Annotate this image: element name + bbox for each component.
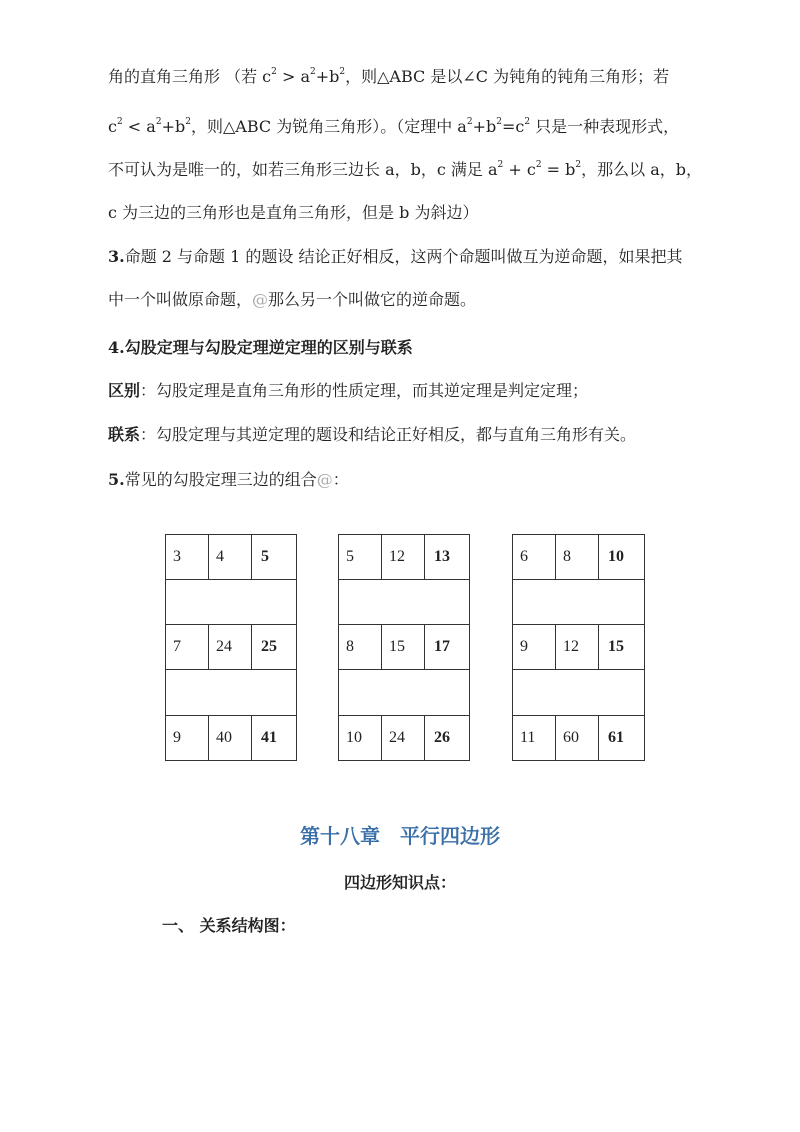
at-mark: @: [316, 470, 333, 489]
table-hline: [338, 669, 470, 670]
triple-hypotenuse: 10: [608, 548, 624, 565]
table-vline: [381, 715, 382, 761]
paragraph-line-4: c 为三边的三角形也是直角三角形，但是 b 为斜边）: [108, 203, 479, 222]
triple-hypotenuse: 15: [608, 638, 624, 655]
table-vline: [598, 715, 599, 761]
table-vline: [598, 624, 599, 670]
table-vline: [555, 715, 556, 761]
table-vline: [165, 534, 166, 761]
triple-leg: 7: [173, 638, 181, 655]
triple-leg: 12: [563, 638, 579, 655]
table-vline: [555, 624, 556, 670]
at-mark: @: [252, 290, 269, 309]
triple-hypotenuse: 26: [434, 729, 450, 746]
item4-title: 4.勾股定理与勾股定理逆定理的区别与联系: [108, 338, 413, 357]
table-vline: [512, 534, 513, 761]
triple-leg: 4: [216, 548, 224, 565]
table-hline: [338, 579, 470, 580]
triple-leg: 5: [346, 548, 354, 565]
triple-hypotenuse: 13: [434, 548, 450, 565]
table-vline: [424, 624, 425, 670]
subsection-title: 一、 关系结构图：: [162, 916, 296, 935]
table-hline: [512, 715, 645, 716]
triple-leg: 8: [563, 548, 571, 565]
table-vline: [251, 715, 252, 761]
table-vline: [598, 534, 599, 580]
item3-line-2: 中一个叫做原命题，@那么另一个叫做它的逆命题。: [108, 290, 477, 309]
item4-difference: 区别：勾股定理是直角三角形的性质定理，而其逆定理是判定定理；: [108, 381, 589, 400]
table-vline: [424, 534, 425, 580]
table-vline: [208, 534, 209, 580]
triple-hypotenuse: 25: [261, 638, 277, 655]
triple-leg: 12: [389, 548, 405, 565]
table-hline: [165, 760, 297, 761]
table-vline: [381, 624, 382, 670]
triple-leg: 24: [389, 729, 405, 746]
triple-leg: 40: [216, 729, 232, 746]
triple-leg: 3: [173, 548, 181, 565]
table-hline: [512, 579, 645, 580]
section-title: 四边形知识点：: [343, 873, 456, 892]
table-hline: [338, 715, 470, 716]
table-hline: [165, 669, 297, 670]
table-hline: [165, 624, 297, 625]
triple-leg: 60: [563, 729, 579, 746]
table-vline: [251, 534, 252, 580]
item4-connection: 联系：勾股定理与其逆定理的题设和结论正好相反，都与直角三角形有关。: [108, 425, 637, 444]
table-hline: [512, 669, 645, 670]
table-hline: [165, 579, 297, 580]
triple-hypotenuse: 5: [261, 548, 269, 565]
table-vline: [296, 534, 297, 761]
table-vline: [338, 534, 339, 761]
triple-leg: 11: [520, 729, 536, 746]
triple-leg: 15: [389, 638, 405, 655]
triple-hypotenuse: 17: [434, 638, 450, 655]
paragraph-line-2: $c^2 < a^2+b^2$，则△ABC 为锐角三角形）。（定理中 $a^2+b^2=c^2$ 只是一种表现形式，: [108, 117, 680, 136]
table-hline: [338, 624, 470, 625]
table-hline: [165, 534, 297, 535]
item3-line-1: 3.命题 2 与命题 1 的题设 结论正好相反，这两个命题叫做互为逆命题，如果把其: [108, 247, 683, 266]
paragraph-line-1: 角的直角三角形 （若 $c^2 > a^2+b^2$，则△ABC 是以∠C 为钝角的钝角三角形；若: [108, 67, 670, 86]
table-vline: [555, 534, 556, 580]
triple-hypotenuse: 41: [261, 729, 277, 746]
triple-leg: 8: [346, 638, 354, 655]
table-vline: [424, 715, 425, 761]
table-hline: [512, 760, 645, 761]
table-vline: [208, 715, 209, 761]
table-hline: [338, 760, 470, 761]
triple-leg: 9: [520, 638, 528, 655]
item5-title: 5.常见的勾股定理三边的组合@：: [108, 470, 349, 489]
table-hline: [338, 534, 470, 535]
table-hline: [512, 534, 645, 535]
chapter-title: 第十八章 平行四边形: [300, 824, 500, 848]
table-hline: [512, 624, 645, 625]
triple-leg: 24: [216, 638, 232, 655]
triple-leg: 9: [173, 729, 181, 746]
table-vline: [644, 534, 645, 761]
table-vline: [208, 624, 209, 670]
table-hline: [165, 715, 297, 716]
triple-leg: 10: [346, 729, 362, 746]
table-vline: [381, 534, 382, 580]
table-vline: [469, 534, 470, 761]
paragraph-line-3: 不可认为是唯一的，如若三角形三边长 a，b，c 满足 $a^2 + c^2 = b^2$，那么以 a，b，: [108, 160, 702, 179]
table-vline: [251, 624, 252, 670]
triple-hypotenuse: 61: [608, 729, 624, 746]
triple-leg: 6: [520, 548, 528, 565]
